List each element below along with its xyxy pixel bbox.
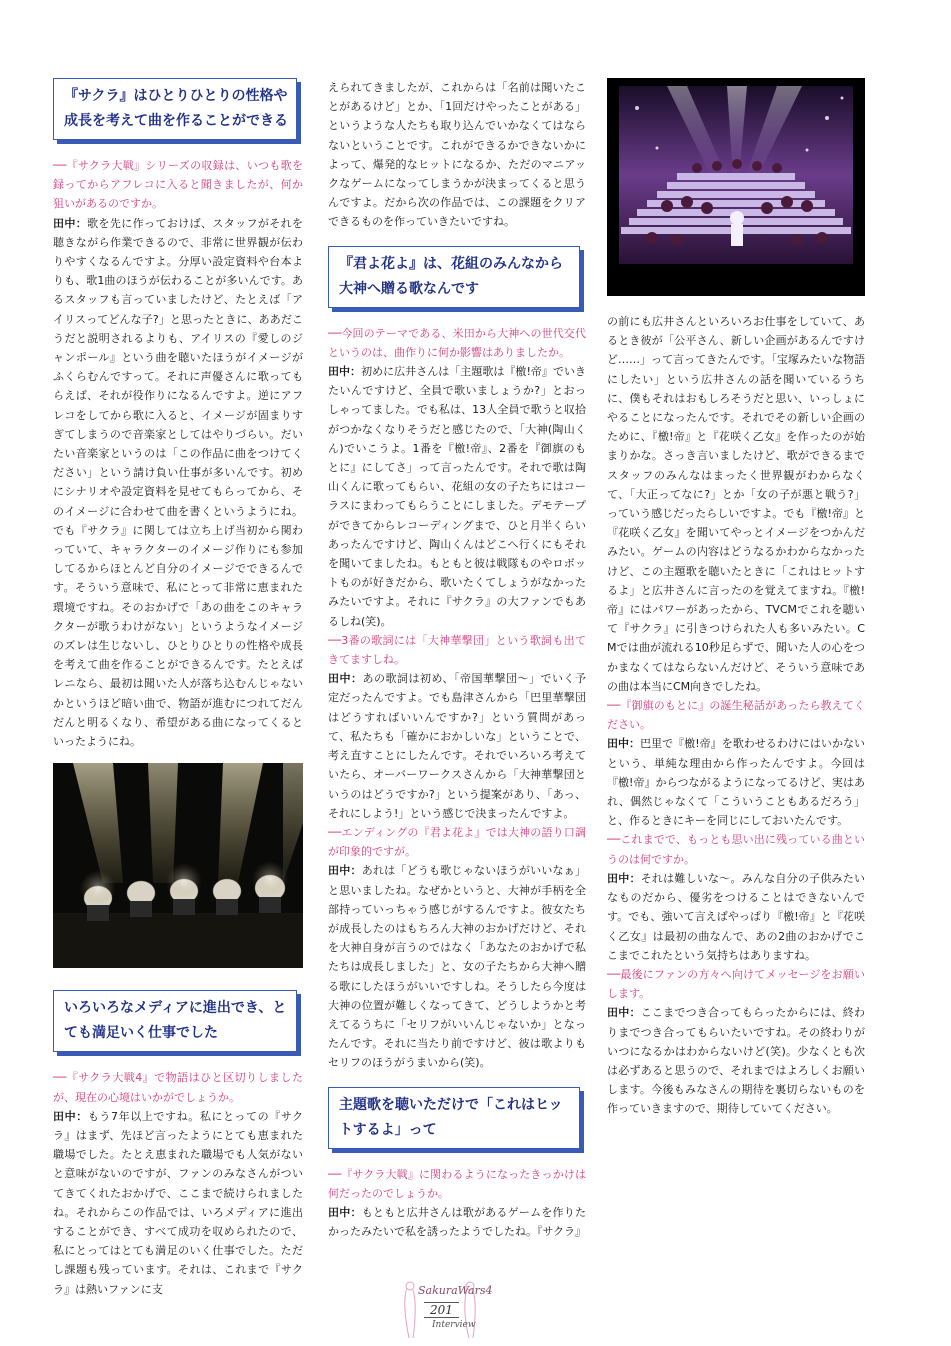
answer-text: の前にも広井さんといろいろお仕事をしていて、あるとき彼が「公平さん、新しい企画があるんですけど……」って言ってきたんです。「宝塚みたいな物語にしたい」という広井さんの話を聞いているうちに、僕もそれはおもしろそうだと思い、いっしょにやることになったんです。それでその新しい企画のために、『檄!帝』と『花咲く乙女』を作ったのが始まりかな。さっき言いましたけど、歌ができるまでスタッフのみんなはまったく世界観がわからなくて、「大正ってなに?」とか「女の子が悪と戦う?」っていう感じだったらしいですよ。でも『檄!帝』と『花咲く乙女』を聞いてやっとイメージをつかんだみたい。ゲームの内容はどうなるかわからなかったけど、この主題歌を聴いたときに「これはヒットするよ」と広井さんに言ったのを覚えてますね。『檄!帝』にはパワーがあったから、TVCMでこれを聴いて『サクラ』に引きつけられた人も多いみたい。CMでは曲が流れる10秒足らずで、聞いた人の心をつかまなくてはならないんだけど、そういう意味であの曲は本当にCM向きでしたね。 [607, 315, 865, 693]
interview-answer [607, 734, 865, 830]
interview-answer [53, 214, 303, 752]
question-text: ──『御旗のもとに』の誕生秘話があったら教えてください。 [607, 699, 865, 732]
page-number: 201 [424, 1302, 459, 1318]
speaker-label: 田中： [328, 1205, 362, 1219]
interview-answer [607, 1003, 865, 1118]
question-text: ──3番の歌詞には「大神華撃団」という歌詞も出てきてますしね。 [328, 633, 586, 667]
answer-text: あの歌詞は初め、「帝国華撃団〜」でいく予定だったんですよ。でも島津さんから「巴里華撃団はどうすればいいんですか?」という質問があって、私たちも「確かにおかしいな」ということで、考え直すことにしたんです。それでいろいろ考えていたら、オーバーワークスさんから「大神華撃団というのはどうですか?」という提案があり、「あっ、それにしよう!」という感じで決まったんですよ。 [328, 672, 587, 820]
section-heading-4: 主題歌を聴いただけで「これはヒットするよ」って [328, 1087, 580, 1149]
speaker-label: 田中： [53, 216, 88, 230]
interview-answer [328, 861, 586, 1072]
column-2 [328, 78, 586, 1241]
speaker-label: 田中： [607, 871, 641, 885]
interview-question [607, 965, 865, 1003]
answer-text: 巴里で『檄!帝』を歌わせるわけにはいかないという、単純な理由から作ったんですよ。今回は『檄!帝』からつながるようになってるけど、実はあれ、偶然じゃなくて「こういうこともあるだろう」と、作るときにキーを同じにしておいたんです。 [607, 737, 865, 828]
interview-question [53, 156, 303, 214]
interview-answer [607, 312, 865, 696]
answer-text: もう7年以上ですね。私にとっての『サクラ』はまず、先ほど言ったようにとても恵まれた職場でした。たとえ恵まれた職場でも人気がないと意味がないのですが、ファンのみなさんがついてきてくれたおかげで、ここまで続けられましたね。それからこの作品では、いろメディアに進出することができ、すべて成功を収められたので、私にとってはとても満足のいく仕事でした。ただし課題も残っています。それは、これまで『サクラ』は熱いファンに支 [53, 1109, 303, 1296]
answer-text: 初めに広井さんは「主題歌は『檄!帝』でいきたいんですけど、全員で歌いましょうか?」とおっしゃってました。でも私は、13人全員で歌うと収拾がつかなくなりそうだと感じたので、「大神(陶山くん)でいこうよ。1番を『檄!帝』、2番を『御旗のもとに』にしてさ」って言ったんです。それで歌は陶山くんに歌ってもらい、花組の女の子たちにはコーラスにまわってもらうことにしました。デモテープができてからレコーディングまで、ひと月半くらいあったんですけど、陶山くんはどこへ行くにもそれを聞いてましたね。もともと彼は戦隊ものやロボットものが好きだから、歌いたくてしょうがなかったみたいですよ。それに『サクラ』の大ファンでもあるしね(笑)。 [328, 365, 586, 628]
question-text: ──『サクラ大戦4』で物語はひと区切りしましたが、現在の心境はいかがでしょうか。 [53, 1071, 303, 1104]
footer-brand: SakuraWars4 [418, 1284, 493, 1297]
interview-question [328, 1165, 586, 1203]
interview-question [607, 696, 865, 734]
question-text: ──『サクラ大戦』シリーズの収録は、いつも歌を録ってからアフレコに入ると聞きましたが、何か狙いがあるのですか。 [53, 159, 303, 211]
answer-text: ここまでつき合ってもらったからには、終わりまでつき合ってもらいたいですね。その終わりがいつになるかはわからないけど(笑)。少なくとも次は必ずあると思うので、それまではよろしくお願いします。今後もみなさんの期待を裏切らないものを作っていきますので、期待していてください。 [607, 1006, 866, 1116]
speaker-label: 田中： [328, 365, 362, 379]
text-blocks-2 [53, 1068, 303, 1298]
answer-text: もともと広井さんは歌があるゲームを作りたかったみたいで私を誘ったようでしたね。『サクラ』 [328, 1205, 587, 1239]
question-text: ──『サクラ大戦』に関わるようになったきっかけは何だったのでしょうか。 [328, 1167, 586, 1200]
answer-text: えられてきましたが、これからは「名前は聞いたことがあるけど」とか、「1回だけやったことがある」というような人たちも取り込んでいかなくてはならないということです。これができるかできないかによって、爆発的なヒットになるか、ただのマニアックなゲームになってしまうかが決まってくると思うんですよ。だから次の作品では、この課題をクリアできるものを作っていきたいですね。 [328, 81, 586, 229]
text-blocks-1 [53, 156, 303, 751]
footer-section: Interview [432, 1320, 476, 1330]
interview-answer [53, 1107, 303, 1299]
section-heading-2: いろいろなメディアに進出でき、とても満足いく仕事でした [53, 990, 297, 1052]
speaker-label: 田中： [328, 864, 362, 878]
speaker-label: 田中： [607, 1006, 641, 1020]
stage-photo-staircase-graphic [607, 78, 865, 296]
question-text: ──今回のテーマである、米田から大神への世代交代というのは、曲作りに何か影響はありましたか。 [328, 326, 586, 359]
interview-question [328, 631, 586, 669]
section-heading-3: 『君よ花よ』は、花組のみんなから大神へ贈る歌なんです [328, 246, 580, 308]
text-blocks-6 [607, 312, 865, 1119]
section-heading-1: 『サクラ』はひとりひとりの性格や成長を考えて曲を作ることができる [53, 78, 297, 140]
answer-text: 歌を先に作っておけば、スタッフがそれを聴きながら作業できるので、非常に世界観が伝わりやすくなるんですよ。分厚い設定資料や台本よりも、歌1曲のほうが伝わることが多いんです。あるスタッフも言っていましたけど、たとえば「アイリスってどんな子?」と思ったときに、ああだこうだと説明されるよりも、アイリスの『愛しのジャンポール』という曲を聴いたほうがイメージがふくらむんですって。それに声優さんに歌ってもらえば、それが役作りになるんですよ。逆にアフレコをしてから歌に入ると、イメージが固まりすぎてしまうので音楽家としてはやりづらい。だいたい音楽家というのは「この作品に曲をつけてください」という請け負い仕事が多いんです。初めにシナリオや設定資料を見せてもらってから、そのイメージに合わせて曲を書くというようにね。でも『サクラ』に関しては立ち上げ当初から関わっていて、キャラクターのイメージ作りにも参加してるからほとんど自分のイメージでできるんです。そういう意味で、私にとって非常に恵まれた環境ですね。そのおかげで「あの曲をこのキャラクターが歌うわけがない」というようなイメージのズレは生じないし、ひとりひとりの性格や成長を考えて曲を作ることができるんです。たとえばレニなら、最初は聞いた人が落ち込むんじゃないかというほど暗い曲で、物語が進むにつれてだんだんと明るくなり、希望がある曲になってくるといったようにね。 [53, 216, 304, 749]
interview-answer [328, 669, 586, 823]
stage-photo-spotlights [53, 763, 303, 968]
text-blocks-5 [328, 1165, 586, 1242]
interview-question [328, 324, 586, 362]
answer-text: あれは「どうも歌じゃないほうがいいなぁ」と思いましたね。なぜかというと、大神が手柄を全部持っていっちゃう感じがするんですよ。彼女たちが成長したのはもちろん大神のおかげだけど、それを大神自身が言うのではなく「あなたのおかげで私たちは成長しました」と、女の子たちから大神へ贈る歌にしたほうがいいですしね。そうしたら今度は大神の位置が難しくなってきて、どうしようかと考えてるうちに「セリフがいいんじゃないか」となったんです。それに当たり前ですけど、彼は歌よりもセリフのほうがうまいから(笑)。 [328, 864, 587, 1070]
text-blocks-4 [328, 324, 586, 1073]
stage-photo-staircase [607, 78, 865, 296]
interview-answer [607, 869, 865, 965]
answer-text: それは難しいな〜。みんな自分の子供みたいなものだから、優劣をつけることはできないんです。でも、強いて言えばやっぱり『檄!帝』と『花咲く乙女』は最初の曲なんで、あの2曲のおかげでここまでこれたという気持ちはありますね。 [607, 871, 866, 962]
interview-answer [328, 78, 586, 232]
column-3 [607, 312, 865, 1119]
question-text: ──これまでで、もっとも思い出に残っている曲というのは何ですか。 [607, 833, 865, 866]
question-text: ──最後にファンの方々へ向けてメッセージをお願いします。 [607, 967, 865, 1001]
speaker-label: 田中： [328, 672, 363, 686]
interview-answer [328, 1203, 586, 1241]
interview-answer [328, 362, 586, 631]
interview-question [607, 830, 865, 868]
text-blocks-3 [328, 78, 586, 232]
speaker-label: 田中： [607, 737, 641, 751]
speaker-label: 田中： [53, 1109, 88, 1123]
interview-question [53, 1068, 303, 1106]
question-text: ──エンディングの『君よ花よ』では大神の語り口調が印象的ですが。 [328, 825, 586, 859]
column-1 [53, 78, 303, 1299]
stage-photo-graphic [53, 763, 303, 968]
interview-question [328, 823, 586, 861]
